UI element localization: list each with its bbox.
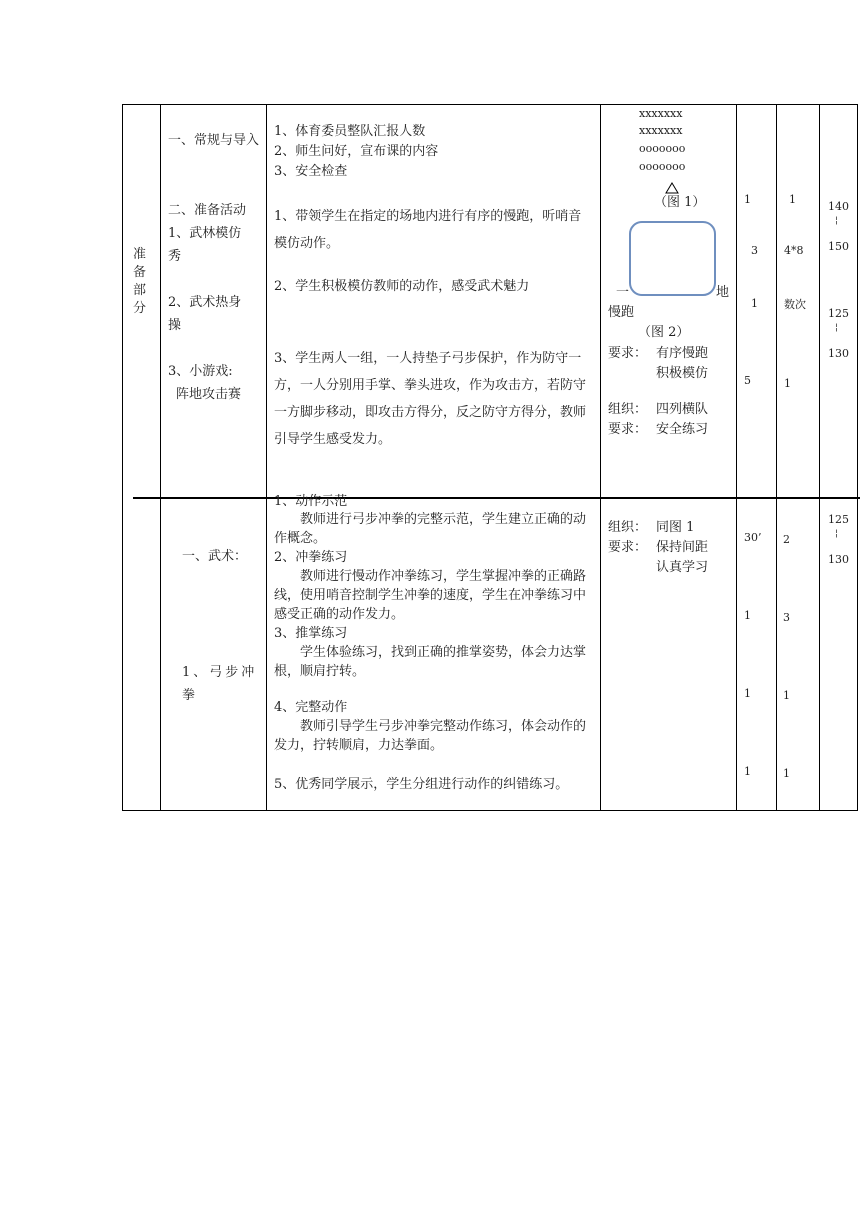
col-line-4 [736, 104, 737, 811]
formation-row-3: ooooooo [639, 142, 686, 155]
prep-req1-b: 积极模仿 [656, 366, 709, 381]
wushu-req-label: 要求： [608, 540, 648, 555]
prep-count-2: 4*8 [784, 244, 804, 257]
section-label: 准备部分 [133, 247, 147, 316]
prep-heart-b-high: 125 [828, 307, 849, 320]
col-line-1 [160, 104, 161, 811]
prep-content-item2: 2、武术热身 [168, 295, 242, 310]
prep-count-1: 1 [789, 193, 796, 206]
prep-req1-label: 要求： [608, 346, 648, 361]
prep-step-warmup-1: 1、带领学生在指定的场地内进行有序的慢跑，听哨音模仿动作。 [274, 209, 582, 251]
wushu-count-2: 3 [783, 611, 790, 624]
col-line-2 [266, 104, 267, 811]
prep-heart-a-high: 140 [828, 200, 849, 213]
prep-count-3: 数次 [784, 298, 806, 311]
run-text-b: 地 [716, 285, 730, 300]
col-line-7 [857, 104, 858, 811]
wushu-content-item-cont: 拳 [182, 688, 196, 703]
wushu-org-label: 组织： [608, 520, 648, 535]
wushu-s3-body: 学生体验练习，找到正确的推掌姿势，体会力达掌根，顺肩拧转。 [274, 645, 587, 679]
prep-content-item1-cont: 秀 [168, 249, 182, 264]
wushu-s4-title: 4、完整动作 [274, 700, 348, 715]
prep-content-routine: 一、常规与导入 [168, 133, 260, 148]
prep-heart-b-tilde: ¦ [835, 323, 839, 333]
wushu-s3-title: 3、推掌练习 [274, 626, 348, 641]
prep-heart-a-tilde: ¦ [835, 216, 839, 226]
prep-step-warmup-3: 3、学生两人一组，一人持垫子弓步保护，作为防守一方，一人分别用手掌、拳头进攻，作为攻击方，若防守一方脚步移动，即攻击方得分，反之防守方得分，教师引导学生感受发力。 [274, 351, 587, 447]
prep-content-warmup: 二、准备活动 [168, 203, 247, 218]
prep-time-4: 5 [744, 374, 751, 387]
wushu-s1-title: 1、动作示范 [274, 494, 348, 509]
wushu-count-1: 2 [783, 533, 790, 546]
fig1-caption: （图 1） [654, 195, 706, 210]
wushu-count-4: 1 [783, 767, 790, 780]
wushu-content-title: 一、武术： [182, 549, 248, 564]
prep-org-value: 四列横队 [656, 402, 709, 417]
wushu-time-3: 1 [744, 687, 751, 700]
wushu-heart-low: 130 [828, 553, 849, 566]
wushu-time-4: 1 [744, 765, 751, 778]
run-text-c: 慢跑 [608, 305, 635, 320]
run-text-a: 一 [616, 285, 630, 300]
wushu-s4-body: 教师引导学生弓步冲拳完整动作练习，体会动作的发力，拧转顺肩，力达拳面。 [274, 719, 587, 753]
prep-step-routine-1: 1、体育委员整队汇报人数 [274, 124, 426, 139]
wushu-s5-body: 5、优秀同学展示，学生分组进行动作的纠错练习。 [274, 777, 569, 792]
prep-content-item1: 1、武林模仿 [168, 226, 242, 241]
prep-content-item3-cont: 阵地攻击赛 [176, 387, 242, 402]
wushu-req-a: 保持间距 [656, 540, 709, 555]
col-line-6 [819, 104, 820, 811]
col-line-0 [122, 104, 123, 811]
prep-time-1: 1 [744, 193, 751, 206]
table-border-top [122, 104, 858, 105]
wushu-time-2: 1 [744, 609, 751, 622]
running-track-diagram [629, 221, 716, 296]
wushu-time-1: 30’ [744, 531, 762, 544]
section-divider [133, 497, 860, 499]
wushu-s2-title: 2、冲拳练习 [274, 550, 348, 565]
prep-step-routine-3: 3、安全检查 [274, 164, 348, 179]
prep-content-item2-cont: 操 [168, 318, 182, 333]
prep-step-routine-2: 2、师生问好，宣布课的内容 [274, 144, 439, 159]
col-line-3 [600, 104, 601, 811]
wushu-content-item: 1、弓步冲 [182, 665, 258, 680]
formation-row-4: ooooooo [639, 160, 686, 173]
prep-content-item3: 3、小游戏: [168, 364, 233, 379]
wushu-heart-high: 125 [828, 513, 849, 526]
prep-req2-label: 要求： [608, 422, 648, 437]
prep-org-label: 组织： [608, 402, 648, 417]
formation-row-2: xxxxxxx [639, 124, 683, 137]
prep-req2-value: 安全练习 [656, 422, 709, 437]
prep-step-warmup-2: 2、学生积极模仿教师的动作，感受武术魅力 [274, 279, 530, 294]
wushu-s1-body: 教师进行弓步冲拳的完整示范，学生建立正确的动作概念。 [274, 512, 587, 546]
formation-row-1: xxxxxxx [639, 107, 683, 120]
prep-count-4: 1 [784, 377, 791, 390]
prep-time-2: 3 [751, 244, 758, 257]
table-border-bottom [122, 810, 858, 811]
wushu-s2-body: 教师进行慢动作冲拳练习，学生掌握冲拳的正确路线，使用哨音控制学生冲拳的速度，学生在冲拳练习中感受正确的动作发力。 [274, 569, 587, 622]
wushu-req-b: 认真学习 [656, 560, 709, 575]
prep-req1-a: 有序慢跑 [656, 346, 709, 361]
col-line-5 [776, 104, 777, 811]
fig2-caption: （图 2） [638, 325, 690, 340]
prep-time-3: 1 [751, 297, 758, 310]
wushu-org-value: 同图 1 [656, 520, 695, 535]
wushu-heart-tilde: ¦ [835, 529, 839, 539]
wushu-count-3: 1 [783, 689, 790, 702]
prep-heart-b-low: 130 [828, 347, 849, 360]
prep-heart-a-low: 150 [828, 240, 849, 253]
